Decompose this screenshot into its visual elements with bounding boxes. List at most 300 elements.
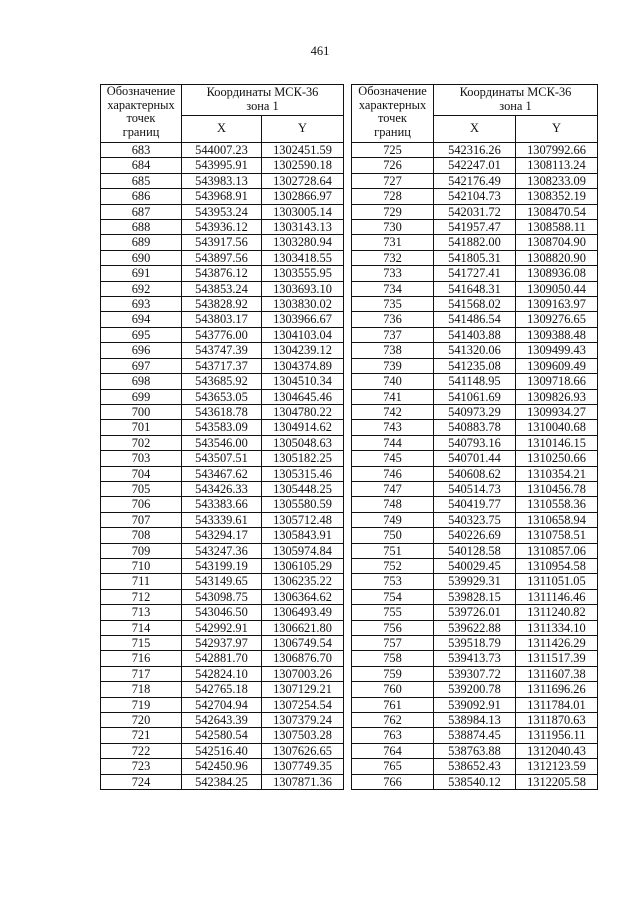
table-row <box>352 189 598 204</box>
coord-system-header <box>434 85 598 116</box>
table-row <box>101 173 344 188</box>
y-coordinate-cell: 1307992.66 <box>516 143 598 158</box>
x-coordinate-cell: 539828.15 <box>434 589 516 604</box>
table-row <box>352 497 598 512</box>
table-row <box>101 666 344 681</box>
table-row <box>352 481 598 496</box>
point-number-cell: 712 <box>101 589 182 604</box>
point-number-cell: 706 <box>101 497 182 512</box>
x-coordinate-cell: 542704.94 <box>182 697 262 712</box>
table-row <box>101 235 344 250</box>
y-coordinate-cell: 1309163.97 <box>516 297 598 312</box>
point-number-cell: 765 <box>352 759 434 774</box>
x-column-header: X <box>182 116 262 143</box>
point-number-cell: 736 <box>352 312 434 327</box>
x-coordinate-cell: 542881.70 <box>182 651 262 666</box>
table-row <box>352 774 598 789</box>
point-number-cell: 755 <box>352 605 434 620</box>
y-coordinate-cell: 1307871.36 <box>262 774 344 789</box>
x-coordinate-cell: 543247.36 <box>182 543 262 558</box>
x-coordinate-cell: 542824.10 <box>182 666 262 681</box>
x-coordinate-cell: 543685.92 <box>182 374 262 389</box>
x-coordinate-cell: 543583.09 <box>182 420 262 435</box>
table-row <box>101 358 344 373</box>
x-coordinate-cell: 543618.78 <box>182 404 262 419</box>
table-row <box>101 158 344 173</box>
point-number-cell: 760 <box>352 682 434 697</box>
point-number-cell: 761 <box>352 697 434 712</box>
x-coordinate-cell: 541235.08 <box>434 358 516 373</box>
y-coordinate-cell: 1304780.22 <box>262 404 344 419</box>
table-row <box>101 297 344 312</box>
y-coordinate-cell: 1304103.04 <box>262 327 344 342</box>
y-coordinate-cell: 1311426.29 <box>516 636 598 651</box>
point-number-cell: 683 <box>101 143 182 158</box>
point-number-cell: 688 <box>101 220 182 235</box>
x-coordinate-cell: 543936.12 <box>182 220 262 235</box>
table-row <box>352 728 598 743</box>
x-coordinate-cell: 543917.56 <box>182 235 262 250</box>
point-header-line: точек <box>378 111 407 126</box>
x-coordinate-cell: 539929.31 <box>434 574 516 589</box>
table-row <box>352 173 598 188</box>
point-number-cell: 693 <box>101 297 182 312</box>
point-number-cell: 725 <box>352 143 434 158</box>
y-coordinate-cell: 1304645.46 <box>262 389 344 404</box>
x-coordinate-cell: 543853.24 <box>182 281 262 296</box>
y-coordinate-cell: 1310758.51 <box>516 528 598 543</box>
table-row <box>352 404 598 419</box>
table-row <box>352 682 598 697</box>
x-coordinate-cell: 538984.13 <box>434 713 516 728</box>
y-coordinate-cell: 1312205.58 <box>516 774 598 789</box>
table-row <box>101 743 344 758</box>
y-coordinate-cell: 1306364.62 <box>262 589 344 604</box>
x-coordinate-cell: 541148.95 <box>434 374 516 389</box>
table-row <box>352 666 598 681</box>
point-header-line: характерных <box>358 97 427 112</box>
y-coordinate-cell: 1304914.62 <box>262 420 344 435</box>
x-coordinate-cell: 542247.01 <box>434 158 516 173</box>
y-coordinate-cell: 1303693.10 <box>262 281 344 296</box>
table-row <box>352 220 598 235</box>
y-coordinate-cell: 1309276.65 <box>516 312 598 327</box>
table-row <box>352 266 598 281</box>
y-coordinate-cell: 1310954.58 <box>516 558 598 573</box>
y-coordinate-cell: 1310456.78 <box>516 481 598 496</box>
x-coordinate-cell: 543294.17 <box>182 528 262 543</box>
point-number-cell: 710 <box>101 558 182 573</box>
x-coordinate-cell: 543339.61 <box>182 512 262 527</box>
table-row <box>101 466 344 481</box>
y-coordinate-cell: 1309934.27 <box>516 404 598 419</box>
point-number-cell: 686 <box>101 189 182 204</box>
x-coordinate-cell: 543149.65 <box>182 574 262 589</box>
table-row <box>101 605 344 620</box>
y-coordinate-cell: 1309499.43 <box>516 343 598 358</box>
table-row <box>101 266 344 281</box>
table-row <box>101 312 344 327</box>
table-row <box>352 358 598 373</box>
table-row <box>352 697 598 712</box>
y-coordinate-cell: 1310658.94 <box>516 512 598 527</box>
table-row <box>101 250 344 265</box>
table-row <box>352 143 598 158</box>
x-coordinate-cell: 544007.23 <box>182 143 262 158</box>
y-coordinate-cell: 1307254.54 <box>262 697 344 712</box>
y-coordinate-cell: 1311784.01 <box>516 697 598 712</box>
y-coordinate-cell: 1309388.48 <box>516 327 598 342</box>
x-coordinate-cell: 542765.18 <box>182 682 262 697</box>
table-row <box>101 528 344 543</box>
x-coordinate-cell: 539726.01 <box>434 605 516 620</box>
x-coordinate-cell: 543717.37 <box>182 358 262 373</box>
point-number-cell: 753 <box>352 574 434 589</box>
y-coordinate-cell: 1303830.02 <box>262 297 344 312</box>
point-number-cell: 766 <box>352 774 434 789</box>
x-coordinate-cell: 538763.88 <box>434 743 516 758</box>
right-table-body <box>352 143 598 790</box>
point-number-cell: 684 <box>101 158 182 173</box>
point-number-cell: 734 <box>352 281 434 296</box>
y-coordinate-cell: 1307003.26 <box>262 666 344 681</box>
y-coordinate-cell: 1309609.49 <box>516 358 598 373</box>
y-coordinate-cell: 1306621.80 <box>262 620 344 635</box>
table-row <box>352 589 598 604</box>
x-coordinate-cell: 540029.45 <box>434 558 516 573</box>
x-coordinate-cell: 543653.05 <box>182 389 262 404</box>
x-coordinate-cell: 539413.73 <box>434 651 516 666</box>
x-coordinate-cell: 542580.54 <box>182 728 262 743</box>
y-coordinate-cell: 1311607.38 <box>516 666 598 681</box>
table-row <box>352 651 598 666</box>
x-coordinate-cell: 540323.75 <box>434 512 516 527</box>
point-number-cell: 698 <box>101 374 182 389</box>
table-row <box>101 281 344 296</box>
x-coordinate-cell: 542316.26 <box>434 143 516 158</box>
point-number-cell: 740 <box>352 374 434 389</box>
table-row <box>101 327 344 342</box>
y-coordinate-cell: 1311870.63 <box>516 713 598 728</box>
x-coordinate-cell: 541061.69 <box>434 389 516 404</box>
point-number-cell: 745 <box>352 451 434 466</box>
x-coordinate-cell: 542384.25 <box>182 774 262 789</box>
table-row <box>101 481 344 496</box>
point-number-cell: 731 <box>352 235 434 250</box>
y-coordinate-cell: 1305843.91 <box>262 528 344 543</box>
point-number-cell: 764 <box>352 743 434 758</box>
y-coordinate-cell: 1304510.34 <box>262 374 344 389</box>
y-coordinate-cell: 1307626.65 <box>262 743 344 758</box>
point-number-cell: 750 <box>352 528 434 543</box>
point-number-cell: 689 <box>101 235 182 250</box>
table-row <box>352 343 598 358</box>
x-coordinate-cell: 539200.78 <box>434 682 516 697</box>
point-number-cell: 749 <box>352 512 434 527</box>
point-number-cell: 721 <box>101 728 182 743</box>
y-coordinate-cell: 1307749.35 <box>262 759 344 774</box>
table-row <box>101 759 344 774</box>
point-number-cell: 727 <box>352 173 434 188</box>
point-number-cell: 730 <box>352 220 434 235</box>
y-coordinate-cell: 1305974.84 <box>262 543 344 558</box>
table-row <box>101 713 344 728</box>
x-coordinate-cell: 543876.12 <box>182 266 262 281</box>
point-number-cell: 696 <box>101 343 182 358</box>
point-number-cell: 692 <box>101 281 182 296</box>
table-row <box>352 297 598 312</box>
point-number-cell: 741 <box>352 389 434 404</box>
y-coordinate-cell: 1308113.24 <box>516 158 598 173</box>
x-coordinate-cell: 543046.50 <box>182 605 262 620</box>
point-designation-header <box>101 85 182 143</box>
y-coordinate-cell: 1311334.10 <box>516 620 598 635</box>
y-coordinate-cell: 1310354.21 <box>516 466 598 481</box>
point-number-cell: 752 <box>352 558 434 573</box>
point-number-cell: 715 <box>101 636 182 651</box>
point-number-cell: 735 <box>352 297 434 312</box>
x-coordinate-cell: 543467.62 <box>182 466 262 481</box>
table-row <box>101 589 344 604</box>
coord-system-line2: зона 1 <box>499 99 532 113</box>
y-coordinate-cell: 1310250.66 <box>516 451 598 466</box>
y-coordinate-cell: 1311146.46 <box>516 589 598 604</box>
table-row <box>101 420 344 435</box>
y-coordinate-cell: 1312040.43 <box>516 743 598 758</box>
y-coordinate-cell: 1308588.11 <box>516 220 598 235</box>
point-number-cell: 742 <box>352 404 434 419</box>
y-coordinate-cell: 1309050.44 <box>516 281 598 296</box>
y-coordinate-cell: 1302728.64 <box>262 173 344 188</box>
x-coordinate-cell: 540701.44 <box>434 451 516 466</box>
y-coordinate-cell: 1311051.05 <box>516 574 598 589</box>
point-number-cell: 746 <box>352 466 434 481</box>
table-row <box>101 574 344 589</box>
x-coordinate-cell: 539307.72 <box>434 666 516 681</box>
point-number-cell: 732 <box>352 250 434 265</box>
table-row <box>101 189 344 204</box>
x-coordinate-cell: 541486.54 <box>434 312 516 327</box>
x-coordinate-cell: 543507.51 <box>182 451 262 466</box>
point-number-cell: 691 <box>101 266 182 281</box>
y-coordinate-cell: 1306105.29 <box>262 558 344 573</box>
point-number-cell: 744 <box>352 435 434 450</box>
point-number-cell: 709 <box>101 543 182 558</box>
point-header-line: Обозначение <box>106 84 176 98</box>
point-number-cell: 756 <box>352 620 434 635</box>
x-coordinate-cell: 542643.39 <box>182 713 262 728</box>
y-coordinate-cell: 1303555.95 <box>262 266 344 281</box>
table-row <box>352 636 598 651</box>
table-row <box>352 374 598 389</box>
point-number-cell: 701 <box>101 420 182 435</box>
page-number: 461 <box>310 44 330 58</box>
table-row <box>352 158 598 173</box>
table-row <box>101 512 344 527</box>
x-coordinate-cell: 543776.00 <box>182 327 262 342</box>
y-coordinate-cell: 1303966.67 <box>262 312 344 327</box>
y-coordinate-cell: 1307379.24 <box>262 713 344 728</box>
table-row <box>352 512 598 527</box>
coordinates-table-right <box>351 84 598 790</box>
table-row <box>101 558 344 573</box>
table-row <box>101 543 344 558</box>
y-coordinate-cell: 1308233.09 <box>516 173 598 188</box>
table-row <box>101 774 344 789</box>
coord-system-line1: Координаты МСК-36 <box>206 85 319 100</box>
x-coordinate-cell: 538540.12 <box>434 774 516 789</box>
x-coordinate-cell: 541320.06 <box>434 343 516 358</box>
table-row <box>352 543 598 558</box>
point-number-cell: 717 <box>101 666 182 681</box>
table-row <box>352 389 598 404</box>
table-row <box>101 728 344 743</box>
x-coordinate-cell: 541568.02 <box>434 297 516 312</box>
coord-system-line1: Координаты МСК-36 <box>459 85 572 100</box>
x-coordinate-cell: 543098.75 <box>182 589 262 604</box>
x-coordinate-cell: 543747.39 <box>182 343 262 358</box>
point-number-cell: 738 <box>352 343 434 358</box>
table-row <box>101 682 344 697</box>
y-coordinate-cell: 1305448.25 <box>262 481 344 496</box>
point-header-line: характерных <box>107 97 175 112</box>
x-coordinate-cell: 541957.47 <box>434 220 516 235</box>
point-header-line: границ <box>122 124 160 139</box>
x-coordinate-cell: 542176.49 <box>434 173 516 188</box>
y-column-header: Y <box>262 116 344 143</box>
y-coordinate-cell: 1306749.54 <box>262 636 344 651</box>
point-number-cell: 713 <box>101 605 182 620</box>
point-number-cell: 758 <box>352 651 434 666</box>
x-coordinate-cell: 540793.16 <box>434 435 516 450</box>
point-number-cell: 708 <box>101 528 182 543</box>
table-row <box>352 466 598 481</box>
table-row <box>101 697 344 712</box>
point-number-cell: 748 <box>352 497 434 512</box>
point-number-cell: 714 <box>101 620 182 635</box>
x-coordinate-cell: 538652.43 <box>434 759 516 774</box>
x-coordinate-cell: 541403.88 <box>434 327 516 342</box>
point-header-line: точек <box>126 111 156 126</box>
x-coordinate-cell: 539518.79 <box>434 636 516 651</box>
x-coordinate-cell: 540226.69 <box>434 528 516 543</box>
x-coordinate-cell: 539092.91 <box>434 697 516 712</box>
y-coordinate-cell: 1312123.59 <box>516 759 598 774</box>
table-row <box>101 404 344 419</box>
table-row <box>352 451 598 466</box>
table-row <box>352 281 598 296</box>
table-row <box>101 651 344 666</box>
point-number-cell: 743 <box>352 420 434 435</box>
y-coordinate-cell: 1306493.49 <box>262 605 344 620</box>
y-coordinate-cell: 1303418.55 <box>262 250 344 265</box>
y-coordinate-cell: 1305048.63 <box>262 435 344 450</box>
y-coordinate-cell: 1311696.26 <box>516 682 598 697</box>
y-coordinate-cell: 1305712.48 <box>262 512 344 527</box>
x-coordinate-cell: 540419.77 <box>434 497 516 512</box>
y-coordinate-cell: 1302590.18 <box>262 158 344 173</box>
x-coordinate-cell: 541727.41 <box>434 266 516 281</box>
table-row <box>352 235 598 250</box>
table-row <box>101 143 344 158</box>
table-row <box>101 636 344 651</box>
point-number-cell: 762 <box>352 713 434 728</box>
y-coordinate-cell: 1304239.12 <box>262 343 344 358</box>
x-coordinate-cell: 543953.24 <box>182 204 262 219</box>
x-coordinate-cell: 540128.58 <box>434 543 516 558</box>
x-coordinate-cell: 540514.73 <box>434 481 516 496</box>
x-coordinate-cell: 542031.72 <box>434 204 516 219</box>
y-coordinate-cell: 1308352.19 <box>516 189 598 204</box>
table-row <box>101 343 344 358</box>
x-coordinate-cell: 543995.91 <box>182 158 262 173</box>
y-coordinate-cell: 1308470.54 <box>516 204 598 219</box>
point-number-cell: 703 <box>101 451 182 466</box>
x-coordinate-cell: 543383.66 <box>182 497 262 512</box>
coord-system-header <box>182 85 344 116</box>
table-row <box>101 220 344 235</box>
y-coordinate-cell: 1310040.68 <box>516 420 598 435</box>
point-number-cell: 759 <box>352 666 434 681</box>
point-number-cell: 719 <box>101 697 182 712</box>
x-column-header: X <box>434 116 516 143</box>
point-number-cell: 699 <box>101 389 182 404</box>
x-coordinate-cell: 543426.33 <box>182 481 262 496</box>
point-number-cell: 694 <box>101 312 182 327</box>
x-coordinate-cell: 543983.13 <box>182 173 262 188</box>
y-coordinate-cell: 1305182.25 <box>262 451 344 466</box>
x-coordinate-cell: 542516.40 <box>182 743 262 758</box>
table-row <box>101 451 344 466</box>
y-coordinate-cell: 1303280.94 <box>262 235 344 250</box>
y-coordinate-cell: 1311956.11 <box>516 728 598 743</box>
x-coordinate-cell: 543897.56 <box>182 250 262 265</box>
y-coordinate-cell: 1306876.70 <box>262 651 344 666</box>
point-number-cell: 716 <box>101 651 182 666</box>
x-coordinate-cell: 542937.97 <box>182 636 262 651</box>
y-coordinate-cell: 1311517.39 <box>516 651 598 666</box>
y-coordinate-cell: 1305315.46 <box>262 466 344 481</box>
x-coordinate-cell: 541648.31 <box>434 281 516 296</box>
point-number-cell: 718 <box>101 682 182 697</box>
point-number-cell: 763 <box>352 728 434 743</box>
table-row <box>352 312 598 327</box>
point-number-cell: 723 <box>101 759 182 774</box>
y-coordinate-cell: 1308704.90 <box>516 235 598 250</box>
point-number-cell: 754 <box>352 589 434 604</box>
x-coordinate-cell: 541805.31 <box>434 250 516 265</box>
table-row <box>352 620 598 635</box>
point-number-cell: 751 <box>352 543 434 558</box>
x-coordinate-cell: 543803.17 <box>182 312 262 327</box>
table-row <box>101 374 344 389</box>
table-row <box>352 713 598 728</box>
table-row <box>352 743 598 758</box>
table-row <box>101 497 344 512</box>
x-coordinate-cell: 539622.88 <box>434 620 516 635</box>
x-coordinate-cell: 542450.96 <box>182 759 262 774</box>
x-coordinate-cell: 543546.00 <box>182 435 262 450</box>
point-number-cell: 687 <box>101 204 182 219</box>
y-coordinate-cell: 1307503.28 <box>262 728 344 743</box>
table-row <box>352 204 598 219</box>
table-row <box>352 605 598 620</box>
coordinates-table-left <box>100 84 344 790</box>
table-row <box>352 528 598 543</box>
point-number-cell: 690 <box>101 250 182 265</box>
point-number-cell: 737 <box>352 327 434 342</box>
table-row <box>352 250 598 265</box>
